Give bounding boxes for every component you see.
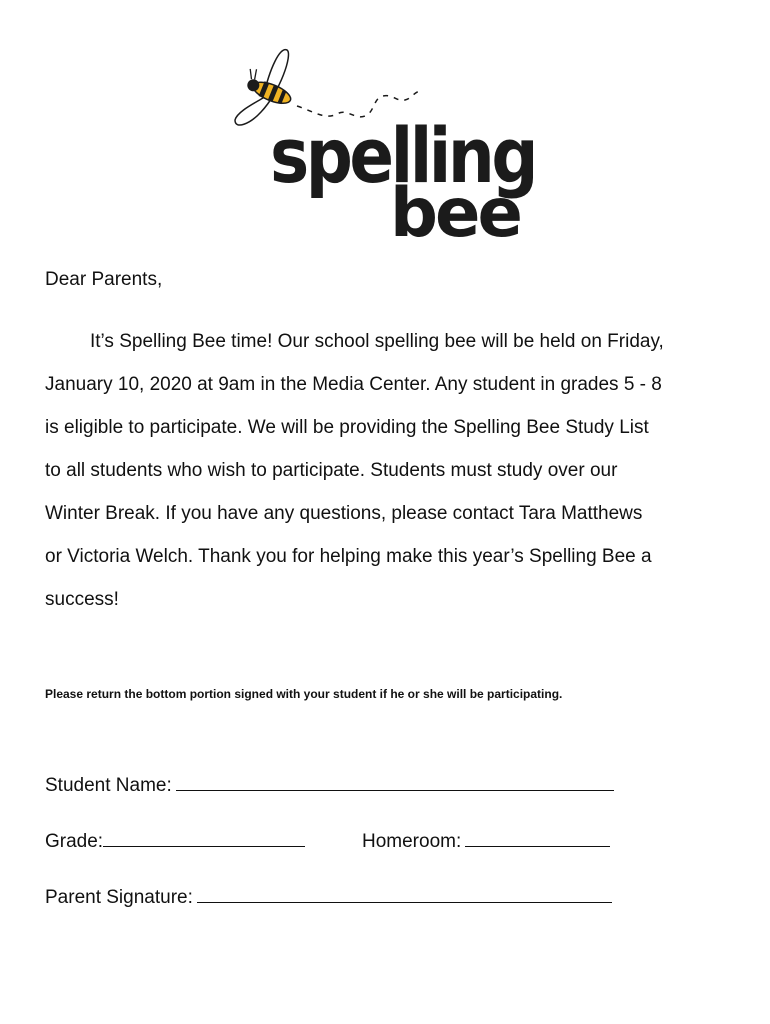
homeroom-row bbox=[362, 826, 610, 856]
body-line: to all students who wish to participate. Students must study over our bbox=[45, 460, 618, 481]
grade-label: Grade: bbox=[45, 831, 104, 852]
body-line: or Victoria Welch. Thank you for helping make this year’s Spelling Bee a bbox=[45, 546, 652, 567]
grade-row bbox=[45, 826, 305, 856]
parent-signature-field[interactable] bbox=[197, 882, 612, 903]
greeting: Dear Parents, bbox=[45, 269, 163, 290]
logo-word-spelling: spelling bbox=[270, 111, 535, 200]
student-name-row bbox=[45, 770, 614, 800]
return-instructions: Please return the bottom portion signed with your student if he or she will be participating. bbox=[45, 687, 563, 701]
student-name-field[interactable] bbox=[176, 770, 614, 791]
grade-field[interactable] bbox=[103, 826, 305, 847]
body-line: It’s Spelling Bee time! Our school spelling bee will be held on Friday, bbox=[90, 331, 664, 352]
body-line: success! bbox=[45, 589, 119, 610]
homeroom-label: Homeroom: bbox=[362, 831, 462, 852]
body-line: is eligible to participate. We will be providing the Spelling Bee Study List bbox=[45, 417, 649, 438]
homeroom-field[interactable] bbox=[465, 826, 610, 847]
parent-signature-row bbox=[45, 882, 612, 912]
spelling-bee-logo bbox=[225, 42, 545, 242]
spelling-bee-logo-graphic bbox=[225, 42, 545, 242]
body-line: Winter Break. If you have any questions, please contact Tara Matthews bbox=[45, 503, 643, 524]
logo-word-bee: bee bbox=[390, 174, 520, 242]
student-name-label: Student Name: bbox=[45, 775, 172, 796]
body-line: January 10, 2020 at 9am in the Media Center. Any student in grades 5 - 8 bbox=[45, 374, 662, 395]
parent-signature-label: Parent Signature: bbox=[45, 887, 193, 908]
letter-body bbox=[45, 320, 735, 621]
